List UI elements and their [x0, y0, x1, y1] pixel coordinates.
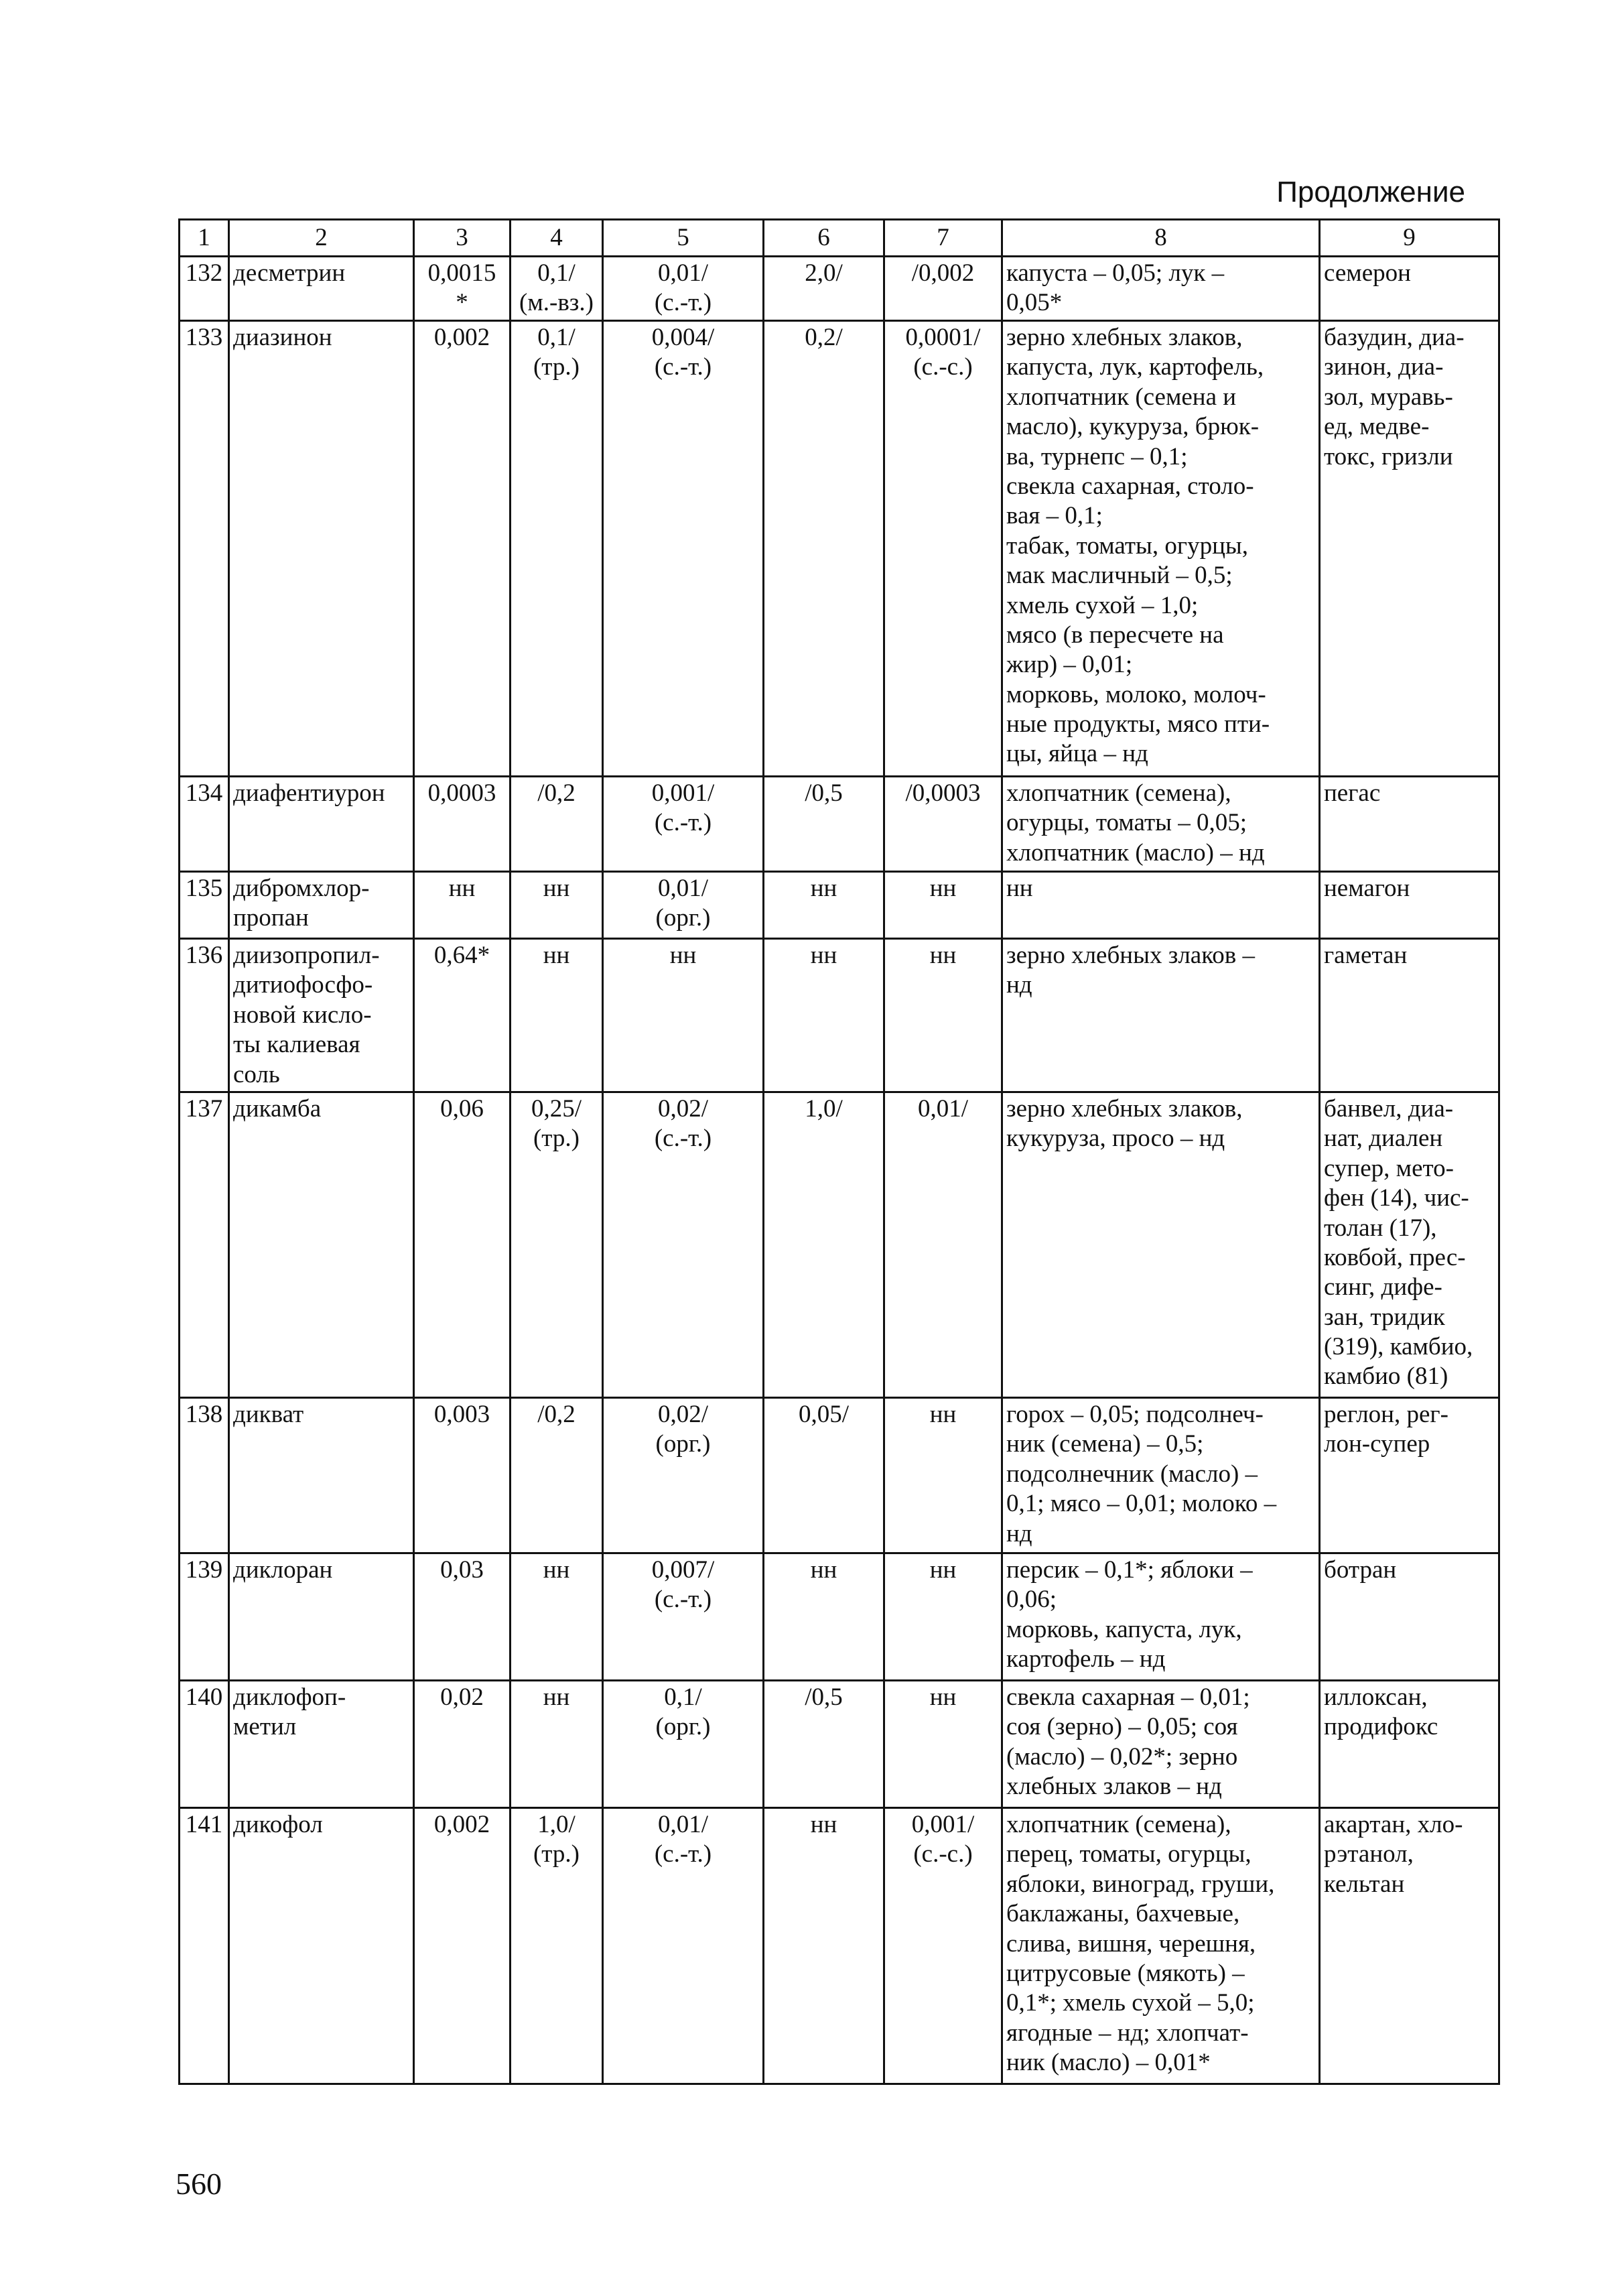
cell-col8: персик – 0,1*; яблоки – 0,06; морковь, капуста, лук, картофель – нд [1002, 1553, 1320, 1680]
cell-col3: 0,002 [414, 321, 511, 777]
cell-col5: 0,001/ (с.-т.) [603, 777, 764, 872]
cell-col9: ботран [1320, 1553, 1499, 1680]
substance-name: диклоран [229, 1553, 414, 1680]
table-row [180, 1092, 1499, 1397]
cell-col9: акартан, хло- рэтанол, кельтан [1320, 1807, 1499, 2084]
substance-name: дикофол [229, 1807, 414, 2084]
row-number: 136 [180, 939, 229, 1092]
cell-col3: 0,002 [414, 1807, 511, 2084]
cell-col6: нн [764, 939, 884, 1092]
table-row [180, 1807, 1499, 2084]
cell-col9: пегас [1320, 777, 1499, 872]
cell-col3: 0,003 [414, 1397, 511, 1553]
cell-col7: нн [884, 939, 1002, 1092]
cell-col8: хлопчатник (семена), перец, томаты, огурцы, яблоки, виноград, груши, баклажаны, бахчевые, слива, вишня, черешня, цитрусовые (мякоть) – 0,1*; хмель сухой – 5,0; ягодные – нд; хлопчат- ник (масло) – 0,01* [1002, 1807, 1320, 2084]
row-number: 137 [180, 1092, 229, 1397]
cell-col6: 0,05/ [764, 1397, 884, 1553]
table-header-row [180, 220, 1499, 257]
column-header: 6 [764, 220, 884, 257]
cell-col8: свекла сахарная – 0,01; соя (зерно) – 0,05; соя (масло) – 0,02*; зерно хлебных злаков – нд [1002, 1680, 1320, 1807]
cell-col4: 0,1/ (м.-вз.) [511, 257, 603, 321]
page-number: 560 [176, 2167, 222, 2201]
row-number: 133 [180, 321, 229, 777]
substance-name: диклофоп- метил [229, 1680, 414, 1807]
row-number: 138 [180, 1397, 229, 1553]
table-row [180, 872, 1499, 939]
column-header: 5 [603, 220, 764, 257]
cell-col7: нн [884, 1397, 1002, 1553]
cell-col6: 0,2/ [764, 321, 884, 777]
cell-col6: /0,5 [764, 1680, 884, 1807]
cell-col7: 0,001/ (с.-с.) [884, 1807, 1002, 2084]
cell-col9: банвел, диа- нат, диален супер, мето- фен (14), чис- толан (17), ковбой, прес- синг, дифе- зан, тридик (319), камбио, камбио (81) [1320, 1092, 1499, 1397]
cell-col4: нн [511, 872, 603, 939]
column-header: 2 [229, 220, 414, 257]
cell-col3: 0,03 [414, 1553, 511, 1680]
cell-col4: нн [511, 939, 603, 1092]
cell-col3: 0,06 [414, 1092, 511, 1397]
pesticide-table [178, 218, 1500, 2085]
cell-col7: 0,01/ [884, 1092, 1002, 1397]
substance-name: диизопропил- дитиофосфо- новой кисло- ты калиевая соль [229, 939, 414, 1092]
table-row [180, 939, 1499, 1092]
cell-col3: 0,0015 * [414, 257, 511, 321]
cell-col6: 2,0/ [764, 257, 884, 321]
row-number: 139 [180, 1553, 229, 1680]
table-row [180, 321, 1499, 777]
cell-col9: иллоксан, продифокс [1320, 1680, 1499, 1807]
row-number: 140 [180, 1680, 229, 1807]
row-number: 134 [180, 777, 229, 872]
cell-col7: нн [884, 1553, 1002, 1680]
column-header: 3 [414, 220, 511, 257]
cell-col8: зерно хлебных злаков, капуста, лук, картофель, хлопчатник (семена и масло), кукуруза, брюк- ва, турнепс – 0,1; свекла сахарная, столо- вая – 0,1; табак, томаты, огурцы, мак масличный – 0,5; хмель сухой – 1,0; мясо (в пересчете на жир) – 0,01; морковь, молоко, молоч- ные продукты, мясо пти- цы, яйца – нд [1002, 321, 1320, 777]
cell-col3: 0,64* [414, 939, 511, 1092]
cell-col9: гаметан [1320, 939, 1499, 1092]
continuation-label: Продолжение [1276, 176, 1465, 208]
cell-col5: 0,02/ (с.-т.) [603, 1092, 764, 1397]
table-row [180, 1397, 1499, 1553]
table-row [180, 1680, 1499, 1807]
cell-col5: 0,01/ (с.-т.) [603, 1807, 764, 2084]
column-header: 9 [1320, 220, 1499, 257]
cell-col6: 1,0/ [764, 1092, 884, 1397]
cell-col7: /0,002 [884, 257, 1002, 321]
cell-col7: /0,0003 [884, 777, 1002, 872]
cell-col7: 0,0001/ (с.-с.) [884, 321, 1002, 777]
row-number: 132 [180, 257, 229, 321]
cell-col4: 0,25/ (тр.) [511, 1092, 603, 1397]
column-header: 4 [511, 220, 603, 257]
cell-col4: /0,2 [511, 1397, 603, 1553]
cell-col9: немагон [1320, 872, 1499, 939]
substance-name: диафентиурон [229, 777, 414, 872]
cell-col4: 1,0/ (тр.) [511, 1807, 603, 2084]
cell-col5: 0,02/ (орг.) [603, 1397, 764, 1553]
column-header: 1 [180, 220, 229, 257]
cell-col4: 0,1/ (тр.) [511, 321, 603, 777]
cell-col8: капуста – 0,05; лук – 0,05* [1002, 257, 1320, 321]
cell-col9: базудин, диа- зинон, диа- зол, муравь- ед, медве- токс, гризли [1320, 321, 1499, 777]
cell-col5: 0,1/ (орг.) [603, 1680, 764, 1807]
cell-col7: нн [884, 872, 1002, 939]
cell-col5: 0,01/ (с.-т.) [603, 257, 764, 321]
cell-col8: нн [1002, 872, 1320, 939]
cell-col4: нн [511, 1553, 603, 1680]
table-row [180, 257, 1499, 321]
cell-col3: 0,02 [414, 1680, 511, 1807]
cell-col6: нн [764, 1553, 884, 1680]
substance-name: дикамба [229, 1092, 414, 1397]
cell-col4: нн [511, 1680, 603, 1807]
substance-name: дибромхлор- пропан [229, 872, 414, 939]
cell-col6: /0,5 [764, 777, 884, 872]
cell-col8: горох – 0,05; подсолнеч- ник (семена) – 0,5; подсолнечник (масло) – 0,1; мясо – 0,01; молоко – нд [1002, 1397, 1320, 1553]
cell-col3: нн [414, 872, 511, 939]
cell-col5: 0,007/ (с.-т.) [603, 1553, 764, 1680]
substance-name: диазинон [229, 321, 414, 777]
cell-col5: нн [603, 939, 764, 1092]
column-header: 8 [1002, 220, 1320, 257]
table-row [180, 1553, 1499, 1680]
cell-col6: нн [764, 1807, 884, 2084]
cell-col5: 0,004/ (с.-т.) [603, 321, 764, 777]
row-number: 141 [180, 1807, 229, 2084]
row-number: 135 [180, 872, 229, 939]
cell-col8: зерно хлебных злаков – нд [1002, 939, 1320, 1092]
substance-name: дикват [229, 1397, 414, 1553]
substance-name: десметрин [229, 257, 414, 321]
cell-col3: 0,0003 [414, 777, 511, 872]
cell-col6: нн [764, 872, 884, 939]
cell-col7: нн [884, 1680, 1002, 1807]
column-header: 7 [884, 220, 1002, 257]
cell-col8: зерно хлебных злаков, кукуруза, просо – нд [1002, 1092, 1320, 1397]
cell-col8: хлопчатник (семена), огурцы, томаты – 0,05; хлопчатник (масло) – нд [1002, 777, 1320, 872]
cell-col9: реглон, рег- лон-супер [1320, 1397, 1499, 1553]
cell-col4: /0,2 [511, 777, 603, 872]
cell-col5: 0,01/ (орг.) [603, 872, 764, 939]
table-row [180, 777, 1499, 872]
cell-col9: семерон [1320, 257, 1499, 321]
